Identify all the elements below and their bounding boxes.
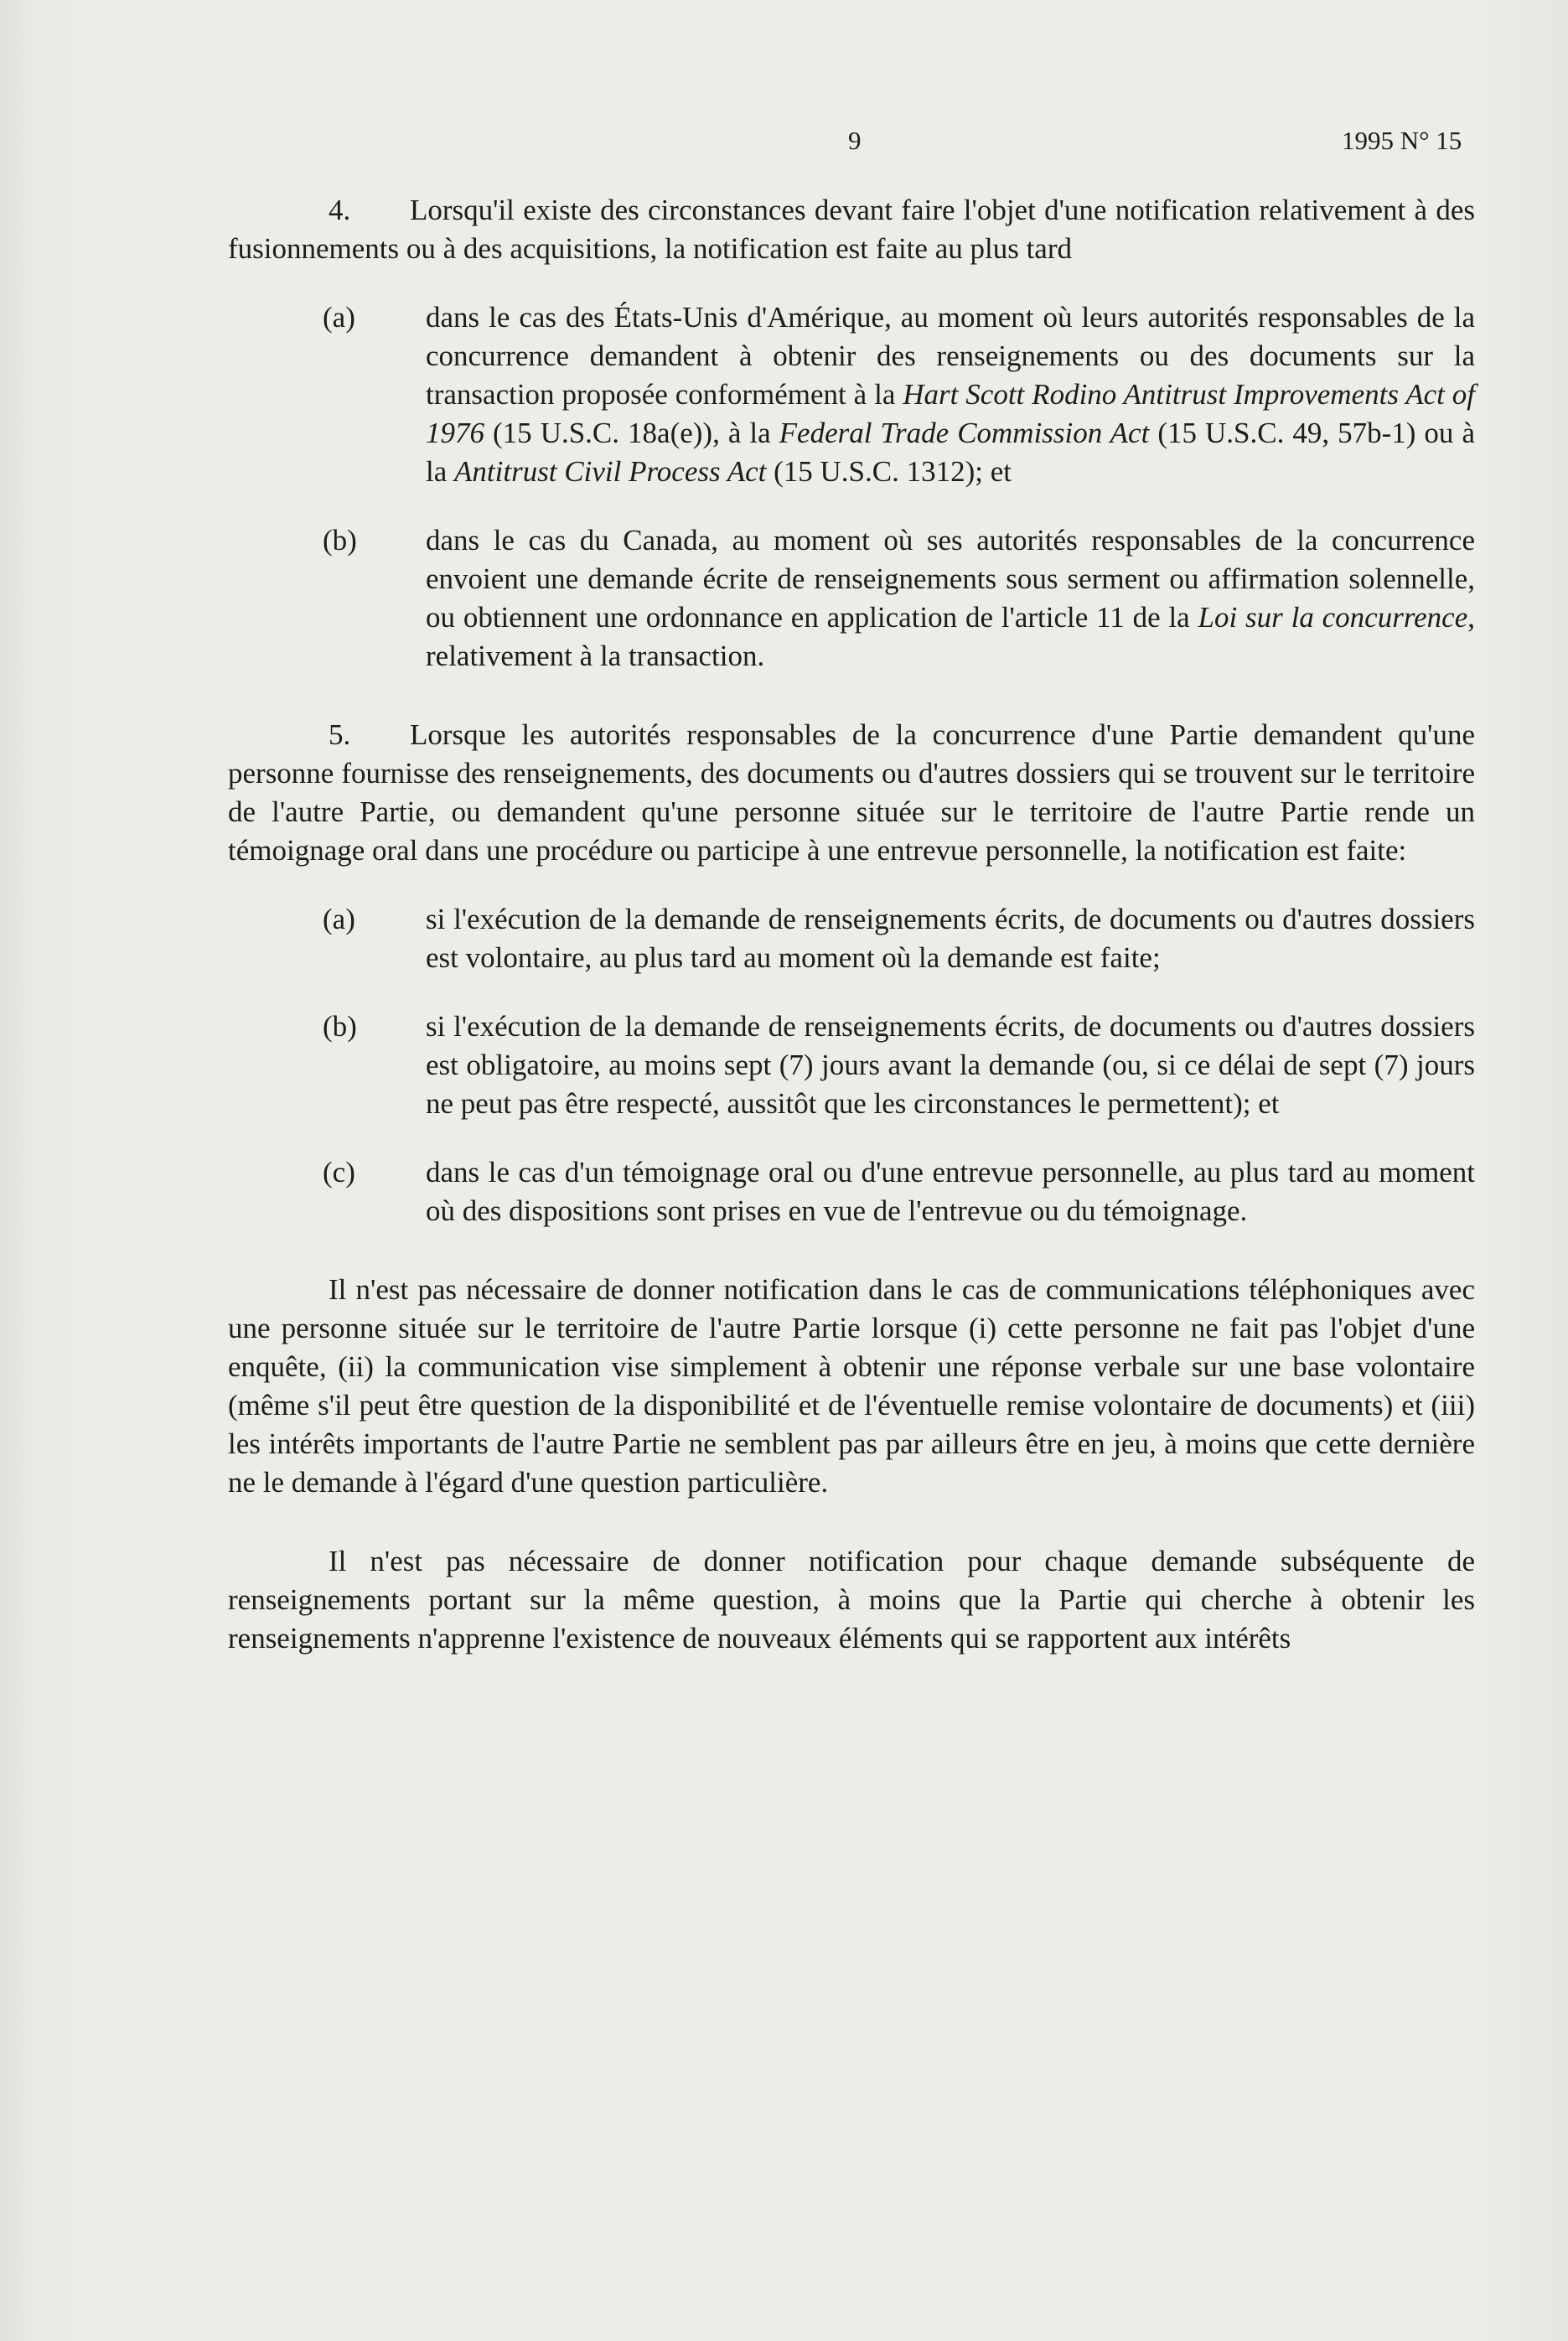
- section-5-number: 5.: [329, 718, 351, 751]
- item-label: (a): [323, 903, 355, 935]
- item-label: (b): [323, 1010, 357, 1043]
- statute-name: Antitrust Civil Process Act: [454, 455, 767, 488]
- item-text: dans le cas d'un témoignage oral ou d'une entrevue personnelle, au plus tard au moment où des dispositions sont prises en vue de l'entrevue ou du témoignage.: [426, 1156, 1475, 1227]
- item-text: si l'exécution de la demande de renseignements écrits, de documents ou d'autres dossiers est obligatoire, au moins sept (7) jours avant la demande (ou, si ce délai de sept (7) jours ne peut pas être respecté, aussitôt que les circonstances le permettent); et: [426, 1010, 1475, 1120]
- item-label: (b): [323, 524, 357, 557]
- page-number: 9: [848, 126, 862, 155]
- item-text: (15 U.S.C. 49, 57b-1) ou à la: [426, 417, 1475, 488]
- section-5-intro-text: Lorsque les autorités responsables de la concurrence d'une Partie demandent qu'une personne fournisse des renseignements, des documents ou d'autres dossiers qui se trouvent sur le territoire de l'autre Partie, ou demandent qu'une personne située sur le territoire de l'autre Partie rende un témoignage oral dans une procédure ou participe à une entrevue personnelle, la notification est faite:: [228, 718, 1475, 867]
- item-text: (15 U.S.C. 1312); et: [766, 455, 1012, 488]
- section-5-intro: [228, 716, 1475, 870]
- item-label: (c): [323, 1156, 355, 1189]
- item-label: (a): [323, 301, 355, 334]
- section-4-number: 4.: [329, 194, 351, 226]
- section-4-intro-text: Lorsqu'il existe des circonstances devant faire l'objet d'une notification relativement à des fusionnements ou à des acquisitions, la notification est faite au plus tard: [228, 194, 1475, 265]
- section-4-item-b: [228, 521, 1475, 676]
- section-5-paragraph-3: Il n'est pas nécessaire de donner notification pour chaque demande subséquente de renseignements portant sur la même question, à moins que la Partie qui cherche à obtenir les renseignements n'apprenne l'existence de nouveaux éléments qui se rapportent aux intérêts: [228, 1545, 1475, 1655]
- statute-name: Hart Scott Rodino Antitrust Improvements Act of 1976: [426, 378, 1475, 449]
- section-5-item-a: [228, 900, 1475, 977]
- document-reference: 1995 N° 15: [1342, 126, 1462, 155]
- item-text: si l'exécution de la demande de renseignements écrits, de documents ou d'autres dossiers est volontaire, au plus tard au moment où la demande est faite;: [426, 903, 1475, 974]
- section-5-item-b: [228, 1007, 1475, 1123]
- item-text: , relativement à la transaction.: [426, 601, 1475, 672]
- item-text: (15 U.S.C. 18a(e)), à la: [484, 417, 779, 449]
- section-5-paragraph-2: Il n'est pas nécessaire de donner notification dans le cas de communications téléphoniques avec une personne située sur le territoire de l'autre Partie lorsque (i) cette personne ne fait pas l'objet d'une enquête, (ii) la communication vise simplement à obtenir une réponse verbale sur une base volontaire (même s'il peut être question de la disponibilité et de l'éventuelle remise volontaire de documents) et (iii) les intérêts importants de l'autre Partie ne semblent pas par ailleurs être en jeu, à moins que cette dernière ne le demande à l'égard d'une question particulière.: [228, 1273, 1475, 1499]
- page-header: [0, 126, 1568, 159]
- item-text: dans le cas du Canada, au moment où ses autorités responsables de la concurrence envoient une demande écrite de renseignements sous serment ou affirmation solennelle, ou obtiennent une ordonnance en application de l'article 11 de la: [426, 524, 1475, 634]
- section-4-item-a: [228, 298, 1475, 491]
- section-5-item-c: [228, 1153, 1475, 1230]
- item-text: dans le cas des États-Unis d'Amérique, au moment où leurs autorités responsables de la concurrence demandent à obtenir des renseignements ou des documents sur la transaction proposée conformément à la: [426, 301, 1475, 411]
- statute-name: Federal Trade Commission Act: [779, 417, 1150, 449]
- section-4-intro: [228, 191, 1475, 268]
- statute-name: Loi sur la concurrence: [1198, 601, 1468, 634]
- document-body: [228, 191, 1475, 1658]
